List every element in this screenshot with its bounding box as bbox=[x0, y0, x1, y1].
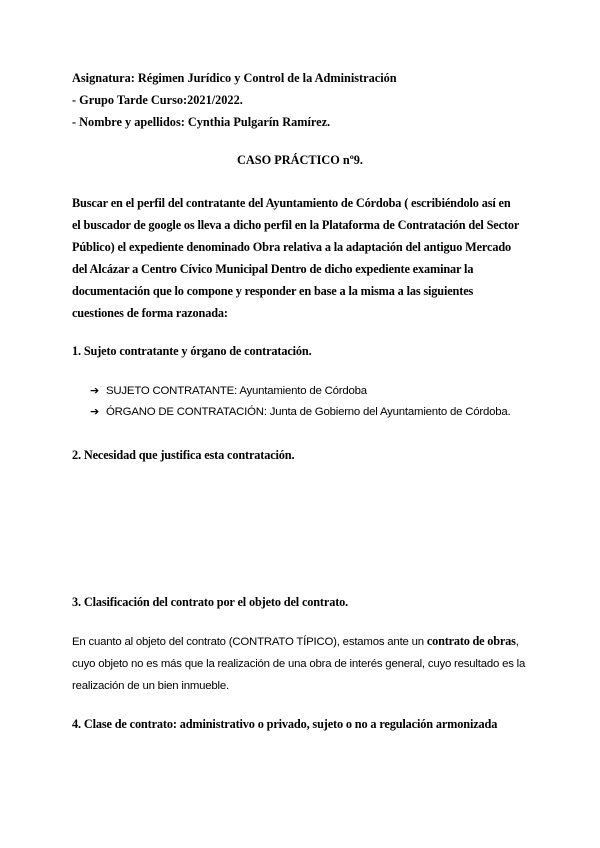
bullet-text: SUJETO CONTRATANTE: Ayuntamiento de Córdoba bbox=[106, 385, 367, 397]
student-name-line: - Nombre y apellidos: Cynthia Pulgarín Ramírez. bbox=[72, 115, 331, 129]
answer-punctuation: , bbox=[515, 636, 519, 648]
question-1-bullets bbox=[90, 380, 550, 422]
question-3-answer bbox=[72, 630, 532, 697]
question-3-heading: 3. Clasificación del contrato por el objeto del contrato. bbox=[72, 595, 349, 609]
answer-text: En cuanto al objeto del contrato (CONTRATO TÍPICO), estamos ante un bbox=[72, 636, 427, 648]
answer-emphasis: contrato de obras bbox=[426, 634, 516, 648]
document-header bbox=[72, 67, 532, 133]
answer-line: cuyo objeto no es más que la realización de una obra de interés general, cuyo resultado es la bbox=[72, 658, 526, 670]
answer-line bbox=[72, 630, 532, 653]
subject-line: Asignatura: Régimen Jurídico y Control de la Administración bbox=[72, 71, 397, 85]
question-4-heading: 4. Clase de contrato: administrativo o privado, sujeto o no a regulación armonizada bbox=[72, 717, 498, 731]
intro-line: cuestiones de forma razonada: bbox=[72, 306, 228, 320]
group-line: - Grupo Tarde Curso:2021/2022. bbox=[72, 93, 243, 107]
answer-line: realización de un bien inmueble. bbox=[72, 680, 229, 692]
intro-paragraph bbox=[72, 192, 532, 324]
intro-line: Buscar en el perfil del contratante del Ayuntamiento de Córdoba ( escribiéndolo así en bbox=[72, 196, 511, 210]
arrow-icon: ➔ bbox=[90, 405, 100, 418]
intro-line: el buscador de google os lleva a dicho perfil en la Plataforma de Contratación del Sector bbox=[72, 218, 520, 232]
case-title: CASO PRÁCTICO nº9. bbox=[236, 153, 364, 167]
bullet-item bbox=[90, 401, 550, 422]
intro-line: del Alcázar a Centro Cívico Municipal Dentro de dicho expediente examinar la bbox=[72, 262, 474, 276]
question-2-heading: 2. Necesidad que justifica esta contratación. bbox=[72, 448, 295, 462]
question-1-heading: 1. Sujeto contratante y órgano de contratación. bbox=[72, 344, 312, 358]
arrow-icon: ➔ bbox=[90, 384, 100, 397]
bullet-text: ÓRGANO DE CONTRATACIÓN: Junta de Gobierno del Ayuntamiento de Córdoba. bbox=[106, 406, 511, 418]
intro-line: Público) el expediente denominado Obra relativa a la adaptación del antiguo Mercado bbox=[72, 240, 512, 254]
intro-line: documentación que lo compone y responder en base a la misma a las siguientes bbox=[72, 284, 474, 298]
bullet-item bbox=[90, 380, 550, 401]
